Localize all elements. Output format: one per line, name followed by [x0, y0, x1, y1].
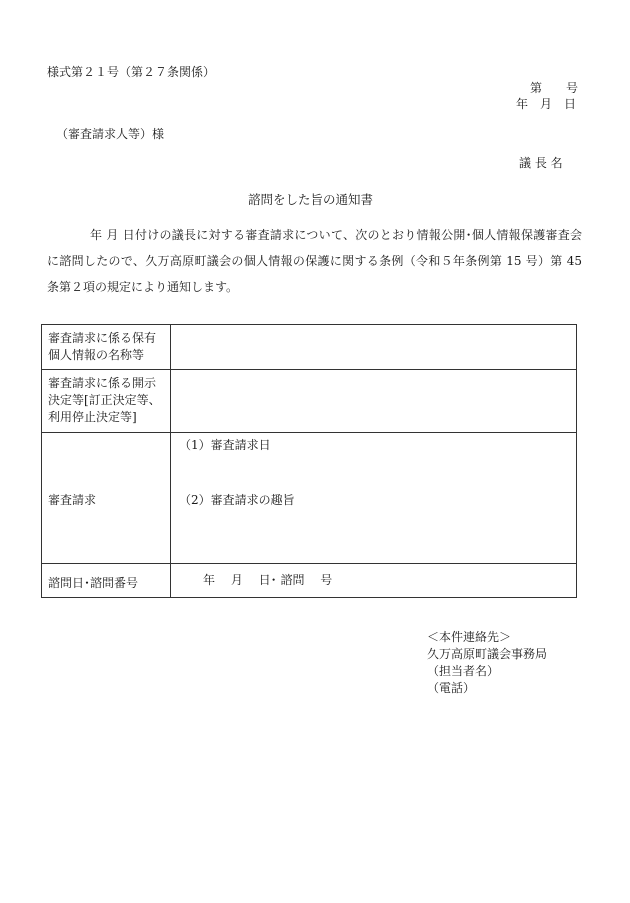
reference-number: 第 号: [530, 81, 579, 95]
sender-name: 議 長 名: [519, 156, 563, 170]
review-request-purpose-item: （2）審査請求の趣旨: [179, 493, 295, 507]
contact-office: 久万高原町議会事務局: [427, 647, 548, 661]
form-number: 様式第２１号（第２７条関係）: [47, 65, 216, 79]
row-label: 審査請求に係る保有個人情報の名称等: [42, 325, 171, 370]
contact-person: （担当者名）: [427, 664, 500, 678]
row-label: 諮問日･諮問番号: [42, 564, 171, 598]
body-paragraph: 年 月 日付けの議長に対する審査請求について、次のとおり情報公開･個人情報保護審査会に諮問したので、久万高原町議会の個人情報の保護に関する条例（令和５年条例第 15 号）第 45 条第２項の規定により通知します。: [47, 228, 582, 294]
document-title: 諮問をした旨の通知書: [248, 192, 374, 207]
table-row: [42, 370, 577, 433]
row-label: 審査請求に係る開示決定等[訂正決定等、利用停止決定等]: [42, 370, 171, 433]
row-value: [171, 325, 577, 370]
review-request-date-item: （1）審査請求日: [179, 438, 271, 452]
table-row: [42, 325, 577, 370]
contact-block: [427, 629, 547, 697]
contact-heading: ＜本件連絡先＞: [427, 630, 512, 644]
info-table: [41, 324, 577, 598]
table-row: [42, 433, 577, 564]
row-label: 審査請求: [42, 433, 171, 564]
addressee: （審査請求人等）様: [56, 127, 165, 141]
row-value: 年 月 日･ 諮問 号: [171, 564, 577, 598]
document-date: 年 月 日: [516, 97, 577, 111]
contact-phone: （電話）: [427, 681, 476, 695]
row-value: [171, 433, 577, 564]
table-row: [42, 564, 577, 598]
row-value: [171, 370, 577, 433]
